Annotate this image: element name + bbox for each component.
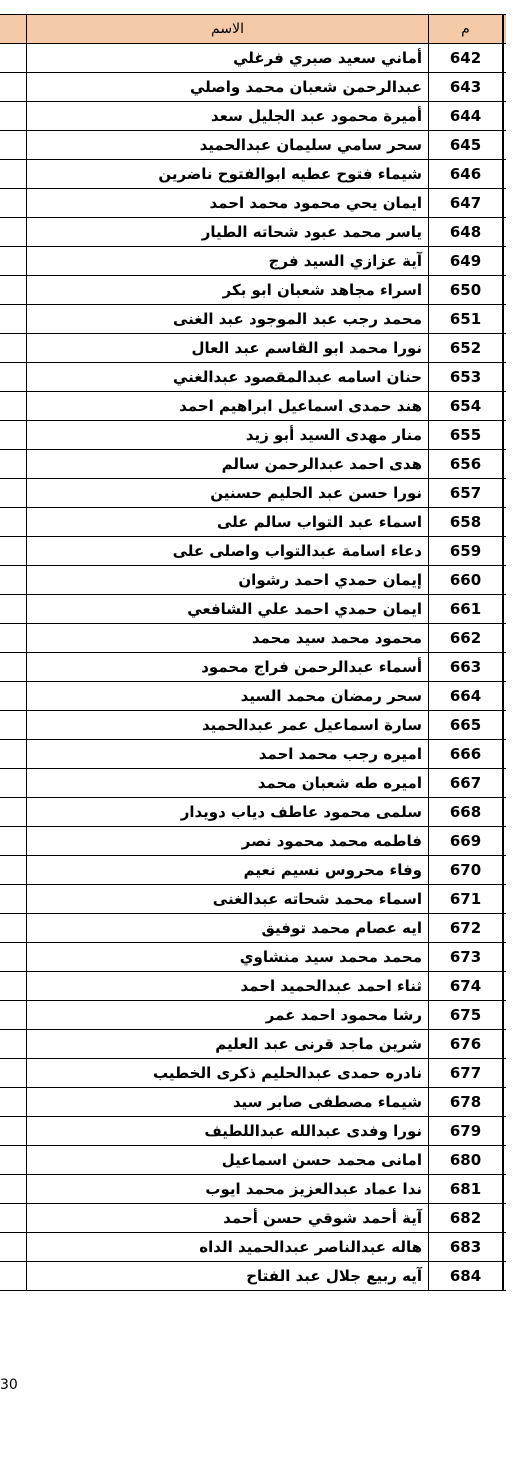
row-left-cell [0,276,27,304]
names-table [0,14,506,1291]
table-row [0,450,506,479]
row-number: 653 [429,363,504,391]
row-name: شيماء فتوح عطيه ابوالفتوح ناضرين [27,160,429,188]
table-row [0,363,506,392]
row-left-cell [0,653,27,681]
row-name: عبدالرحمن شعبان محمد واصلي [27,73,429,101]
row-left-cell [0,1088,27,1116]
row-number: 655 [429,421,504,449]
table-row [0,334,506,363]
row-left-cell [0,1233,27,1261]
table-row [0,189,506,218]
row-name: فاطمه محمد محمود نصر [27,827,429,855]
row-left-cell [0,769,27,797]
table-row [0,1175,506,1204]
row-name: سحر رمضان محمد السيد [27,682,429,710]
table-body [0,44,506,1291]
row-name: اسماء عبد التواب سالم على [27,508,429,536]
row-name: ثناء احمد عبدالحميد احمد [27,972,429,1000]
table-row [0,276,506,305]
table-row [0,972,506,1001]
page-number: 30 [0,1377,18,1393]
table-row [0,1233,506,1262]
row-left-cell [0,1059,27,1087]
header-name: الاسم [27,15,429,43]
row-left-cell [0,1030,27,1058]
row-number: 644 [429,102,504,130]
row-left-cell [0,392,27,420]
row-left-cell [0,827,27,855]
header-left-cell [0,15,27,43]
row-number: 668 [429,798,504,826]
table-row [0,247,506,276]
row-number: 656 [429,450,504,478]
row-left-cell [0,1146,27,1174]
row-name: اميره طه شعبان محمد [27,769,429,797]
row-left-cell [0,421,27,449]
row-number: 672 [429,914,504,942]
row-number: 667 [429,769,504,797]
table-row [0,914,506,943]
table-row [0,798,506,827]
row-name: أميرة محمود عبد الجليل سعد [27,102,429,130]
row-number: 654 [429,392,504,420]
table-row [0,653,506,682]
row-name: امانى محمد حسن اسماعيل [27,1146,429,1174]
table-row [0,769,506,798]
row-number: 675 [429,1001,504,1029]
row-name: محمد محمد سيد منشاوي [27,943,429,971]
table-row [0,1088,506,1117]
row-number: 670 [429,856,504,884]
row-left-cell [0,595,27,623]
row-left-cell [0,943,27,971]
table-row [0,1204,506,1233]
row-left-cell [0,537,27,565]
row-number: 666 [429,740,504,768]
row-left-cell [0,856,27,884]
table-row [0,305,506,334]
table-row [0,131,506,160]
row-name: دعاء اسامة عبدالتواب واصلى على [27,537,429,565]
table-row [0,1030,506,1059]
row-name: ايه عصام محمد توفيق [27,914,429,942]
row-left-cell [0,1175,27,1203]
table-row [0,479,506,508]
row-number: 663 [429,653,504,681]
table-row [0,392,506,421]
row-number: 664 [429,682,504,710]
row-name: إيمان حمدي احمد رشوان [27,566,429,594]
row-name: آيه ربيع جلال عبد الفتاح [27,1262,429,1290]
row-number: 650 [429,276,504,304]
row-left-cell [0,885,27,913]
row-name: آية أحمد شوقي حسن أحمد [27,1204,429,1232]
row-left-cell [0,102,27,130]
header-number: م [429,15,504,43]
table-row [0,1262,506,1291]
row-name: هدى احمد عبدالرحمن سالم [27,450,429,478]
table-row [0,73,506,102]
row-left-cell [0,624,27,652]
table-row [0,1059,506,1088]
row-number: 651 [429,305,504,333]
row-number: 679 [429,1117,504,1145]
table-row [0,1001,506,1030]
row-name: آية عزازي السيد فرج [27,247,429,275]
table-row [0,218,506,247]
row-name: شيماء مصطفى صابر سيد [27,1088,429,1116]
row-left-cell [0,740,27,768]
row-number: 661 [429,595,504,623]
row-left-cell [0,566,27,594]
row-number: 645 [429,131,504,159]
row-name: هاله عبدالناصر عبدالحميد الداه [27,1233,429,1261]
row-number: 676 [429,1030,504,1058]
row-number: 658 [429,508,504,536]
row-left-cell [0,1262,27,1290]
table-row [0,160,506,189]
row-number: 669 [429,827,504,855]
row-name: شرين ماجد قرنى عبد العليم [27,1030,429,1058]
table-row [0,421,506,450]
row-left-cell [0,682,27,710]
row-name: أسماء عبدالرحمن فراج محمود [27,653,429,681]
row-number: 673 [429,943,504,971]
table-row [0,537,506,566]
row-left-cell [0,44,27,72]
row-number: 649 [429,247,504,275]
table-row [0,508,506,537]
row-number: 677 [429,1059,504,1087]
row-number: 662 [429,624,504,652]
row-number: 657 [429,479,504,507]
row-left-cell [0,363,27,391]
row-name: محمد رجب عبد الموجود عبد الغنى [27,305,429,333]
row-left-cell [0,334,27,362]
table-row [0,44,506,73]
row-name: محمود محمد سيد محمد [27,624,429,652]
row-name: اميره رجب محمد احمد [27,740,429,768]
row-number: 665 [429,711,504,739]
row-number: 684 [429,1262,504,1290]
row-left-cell [0,305,27,333]
table-row [0,827,506,856]
row-left-cell [0,160,27,188]
row-number: 643 [429,73,504,101]
row-number: 660 [429,566,504,594]
row-number: 642 [429,44,504,72]
row-name: رشا محمود احمد عمر [27,1001,429,1029]
row-left-cell [0,508,27,536]
row-name: نادره حمدى عبدالحليم ذكرى الخطيب [27,1059,429,1087]
row-name: ايمان يحي محمود محمد احمد [27,189,429,217]
row-left-cell [0,711,27,739]
table-row [0,856,506,885]
row-number: 648 [429,218,504,246]
row-name: سحر سامي سليمان عبدالحميد [27,131,429,159]
row-number: 659 [429,537,504,565]
row-name: ايمان حمدي احمد علي الشافعي [27,595,429,623]
row-number: 674 [429,972,504,1000]
row-number: 682 [429,1204,504,1232]
table-row [0,885,506,914]
row-name: منار مهدى السيد أبو زيد [27,421,429,449]
row-number: 646 [429,160,504,188]
table-row [0,595,506,624]
table-row [0,682,506,711]
row-number: 671 [429,885,504,913]
row-name: اسراء مجاهد شعبان ابو بكر [27,276,429,304]
row-name: اسماء محمد شحاته عبدالغنى [27,885,429,913]
row-left-cell [0,247,27,275]
table-row [0,711,506,740]
table-row [0,740,506,769]
table-row [0,1146,506,1175]
row-left-cell [0,914,27,942]
row-name: ندا عماد عبدالعزيز محمد ايوب [27,1175,429,1203]
row-name: حنان اسامه عبدالمقصود عبدالغني [27,363,429,391]
row-name: سلمى محمود عاطف دياب دويدار [27,798,429,826]
row-name: نورا وفدى عبدالله عبداللطيف [27,1117,429,1145]
row-number: 647 [429,189,504,217]
row-number: 681 [429,1175,504,1203]
row-number: 683 [429,1233,504,1261]
row-number: 678 [429,1088,504,1116]
table-row [0,624,506,653]
row-left-cell [0,450,27,478]
row-left-cell [0,479,27,507]
row-left-cell [0,131,27,159]
row-name: هند حمدى اسماعيل ابراهيم احمد [27,392,429,420]
table-row [0,1117,506,1146]
row-left-cell [0,972,27,1000]
row-left-cell [0,1001,27,1029]
row-name: نورا حسن عبد الحليم حسنين [27,479,429,507]
table-header [0,14,506,44]
table-row [0,102,506,131]
row-left-cell [0,189,27,217]
row-number: 680 [429,1146,504,1174]
row-left-cell [0,798,27,826]
row-left-cell [0,1204,27,1232]
row-left-cell [0,73,27,101]
row-name: نورا محمد ابو القاسم عبد العال [27,334,429,362]
row-name: سارة اسماعيل عمر عبدالحميد [27,711,429,739]
row-left-cell [0,1117,27,1145]
table-row [0,943,506,972]
row-left-cell [0,218,27,246]
table-row [0,566,506,595]
row-name: وفاء محروس نسيم نعيم [27,856,429,884]
row-name: ياسر محمد عبود شحاته الطيار [27,218,429,246]
row-name: أماني سعيد صبري فرغلي [27,44,429,72]
row-number: 652 [429,334,504,362]
